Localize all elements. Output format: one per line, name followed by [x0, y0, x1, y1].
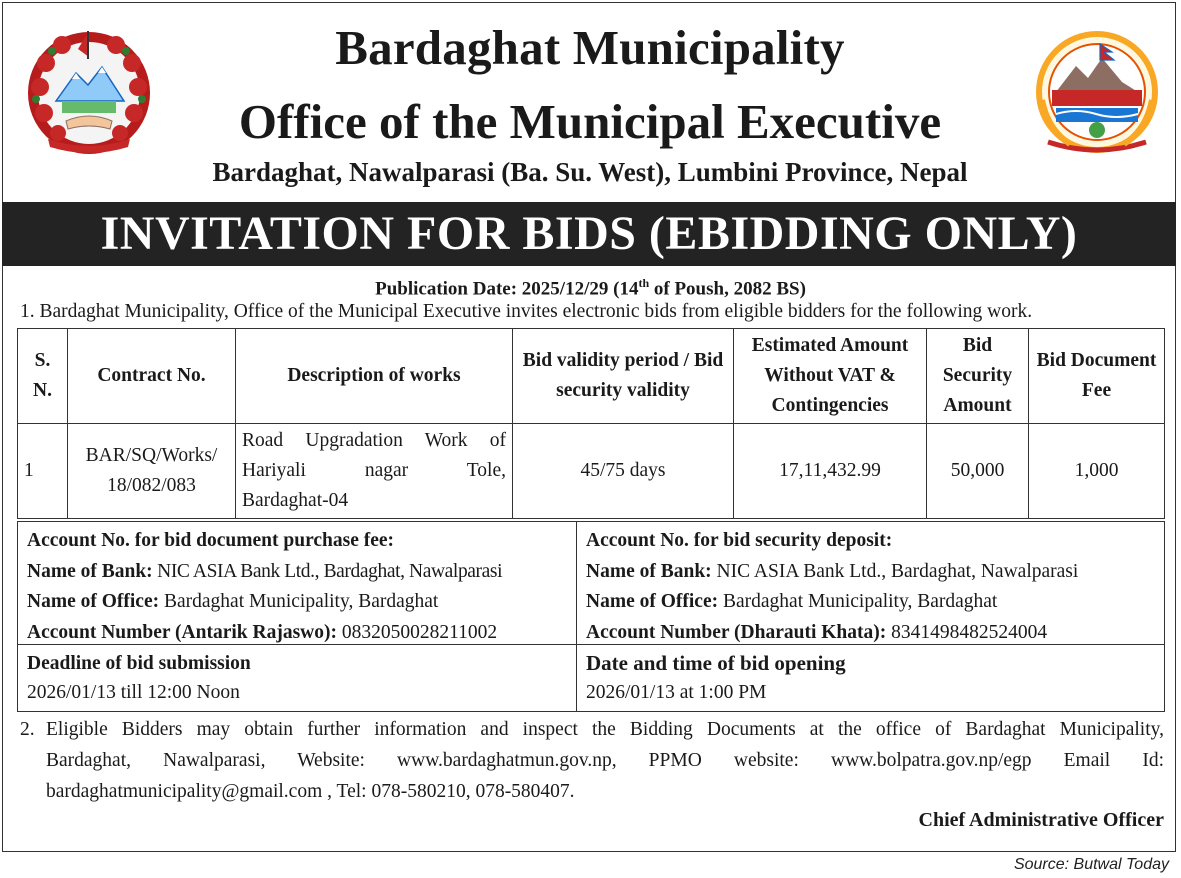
security-account-heading: Account No. for bid security deposit: — [586, 530, 893, 551]
table-header-row — [18, 329, 1165, 424]
opening-box — [576, 644, 1165, 712]
col-header-description: Description of works — [236, 329, 513, 424]
security-account-number-line: Account Number (Dharauti Khata): 8341498482524004 — [586, 621, 1048, 643]
nepal-government-emblem-icon — [18, 27, 160, 155]
desc-line-2: Bardaghat-04 — [242, 490, 349, 511]
cell-security: 50,000 — [927, 424, 1029, 519]
bids-table — [17, 328, 1165, 519]
info-paragraph-number: 2. — [20, 719, 35, 740]
deadline-heading: Deadline of bid submission — [27, 653, 251, 674]
fee-office-line: Name of Office: Bardaghat Municipality, Bardaghat — [27, 591, 439, 612]
opening-heading: Date and time of bid opening — [586, 651, 846, 675]
notice-banner: INVITATION FOR BIDS (EBIDDING ONLY) — [2, 202, 1176, 266]
opening-value: 2026/01/13 at 1:00 PM — [586, 682, 767, 703]
cell-contract: BAR/SQ/Works/ 18/082/083 — [68, 424, 236, 519]
cell-fee: 1,000 — [1029, 424, 1165, 519]
deadline-value: 2026/01/13 till 12:00 Noon — [27, 682, 240, 703]
cell-estimate: 17,11,432.99 — [734, 424, 927, 519]
office-name: Office of the Municipal Executive — [238, 94, 942, 149]
publication-date: Publication Date: 2025/12/29 (14th of Poush, 2082 BS) — [375, 276, 806, 300]
col-header-estimate: Estimated Amount Without VAT & Contingencies — [734, 329, 927, 424]
col-header-security: Bid Security Amount — [927, 329, 1029, 424]
cell-description — [236, 424, 513, 519]
fee-bank-line: Name of Bank: NIC ASIA Bank Ltd., Bardaghat, Nawalparasi — [27, 560, 503, 582]
cell-validity: 45/75 days — [513, 424, 734, 519]
bardaghat-municipality-logo-icon — [1028, 30, 1166, 158]
info-line-2: Bardaghat, Nawalparasi, Website: www.bardaghatmun.gov.np, PPMO website: www.bolpatra.gov.np/egp Email Id: — [46, 750, 1164, 771]
info-paragraph — [20, 714, 1164, 807]
fee-account-number-line: Account Number (Antarik Rajaswo): 0832050028211002 — [27, 621, 498, 643]
org-name: Bardaghat Municipality — [335, 20, 845, 75]
info-line-1: Eligible Bidders may obtain further information and inspect the Bidding Documents at the office of Bardaghat Municipality, — [46, 719, 1164, 740]
signatory: Chief Administrative Officer — [918, 809, 1164, 831]
desc-line-1: Road Upgradation Work of Hariyali nagar Tole, — [242, 430, 506, 481]
source-credit: Source: Butwal Today — [1013, 856, 1169, 873]
org-address: Bardaghat, Nawalparasi (Ba. Su. West), Lumbini Province, Nepal — [212, 157, 968, 187]
col-header-validity: Bid validity period / Bid security validity — [513, 329, 734, 424]
col-header-sn: S. N. — [18, 329, 68, 424]
deadline-box — [17, 644, 577, 712]
security-account-box — [576, 521, 1165, 645]
col-header-fee: Bid Document Fee — [1029, 329, 1165, 424]
intro-paragraph: 1. Bardaghat Municipality, Office of the Municipal Executive invites electronic bids from eligible bidders for the following work. — [20, 301, 1033, 322]
fee-account-box — [17, 521, 577, 645]
table-row — [18, 424, 1165, 519]
fee-account-heading: Account No. for bid document purchase fee: — [27, 530, 395, 551]
cell-sn: 1 — [18, 424, 68, 519]
security-office-line: Name of Office: Bardaghat Municipality, Bardaghat — [586, 591, 998, 612]
col-header-contract: Contract No. — [68, 329, 236, 424]
info-line-3: bardaghatmunicipality@gmail.com , Tel: 078-580210, 078-580407. — [46, 781, 575, 802]
security-bank-line: Name of Bank: NIC ASIA Bank Ltd., Bardaghat, Nawalparasi — [586, 560, 1079, 582]
